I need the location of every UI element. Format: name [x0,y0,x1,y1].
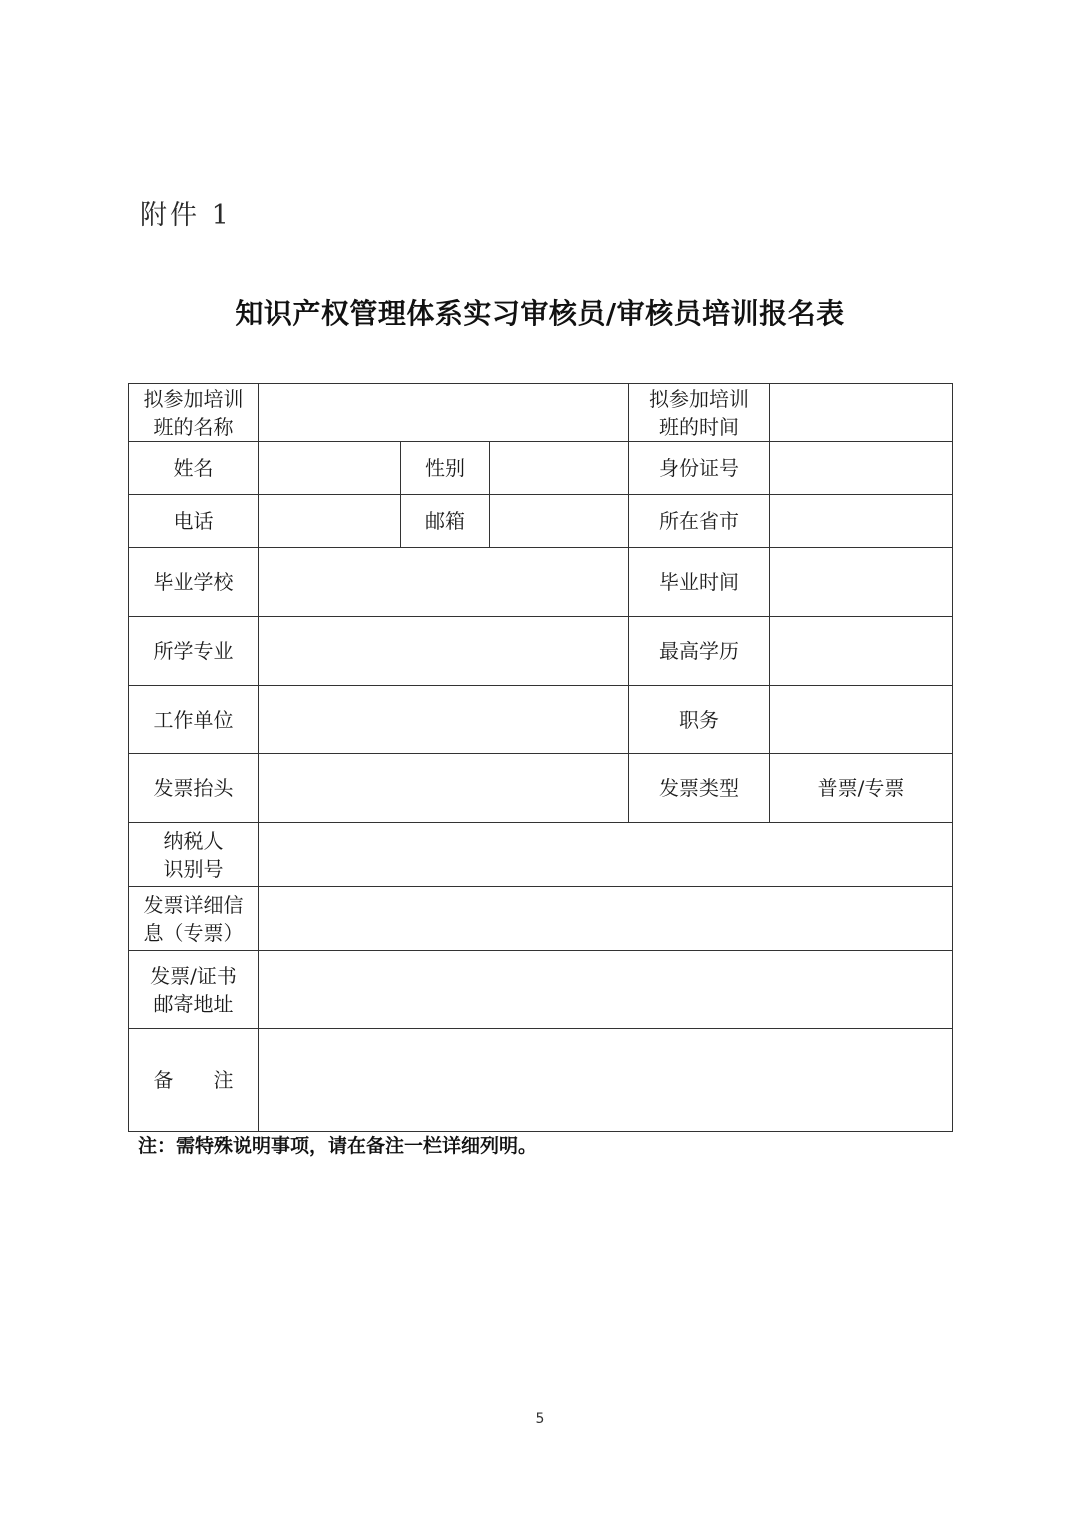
taxpayer-id-field[interactable] [259,823,953,887]
position-field[interactable] [770,686,953,754]
row-remarks [129,1029,953,1132]
footnote: 注：需特殊说明事项，请在备注一栏详细列明。 [138,1135,538,1157]
course-name-field[interactable] [259,384,629,442]
employer-field[interactable] [259,686,629,754]
mailing-address-label: 发票/证书 邮寄地址 [129,951,259,1029]
school-label: 毕业学校 [129,548,259,617]
invoice-title-field[interactable] [259,754,629,823]
province-city-label: 所在省市 [629,495,770,548]
invoice-detail-field[interactable] [259,887,953,951]
course-name-label: 拟参加培训 班的名称 [129,384,259,442]
course-time-field[interactable] [770,384,953,442]
name-field[interactable] [259,442,401,495]
remarks-field[interactable] [259,1029,953,1132]
row-school [129,548,953,617]
province-city-field[interactable] [770,495,953,548]
row-major [129,617,953,686]
row-employer [129,686,953,754]
invoice-type-value[interactable]: 普票/专票 [770,754,953,823]
degree-label: 最高学历 [629,617,770,686]
phone-label: 电话 [129,495,259,548]
remarks-label: 备 注 [129,1029,259,1132]
row-invoice-detail [129,887,953,951]
row-phone [129,495,953,548]
row-course [129,384,953,442]
email-field[interactable] [490,495,629,548]
invoice-title-label: 发票抬头 [129,754,259,823]
taxpayer-id-label: 纳税人 识别号 [129,823,259,887]
mailing-address-field[interactable] [259,951,953,1029]
invoice-type-label: 发票类型 [629,754,770,823]
id-number-field[interactable] [770,442,953,495]
school-field[interactable] [259,548,629,617]
row-mailing-address [129,951,953,1029]
grad-time-field[interactable] [770,548,953,617]
gender-field[interactable] [490,442,629,495]
major-label: 所学专业 [129,617,259,686]
grad-time-label: 毕业时间 [629,548,770,617]
attachment-label: 附件 1 [140,200,232,231]
row-taxpayer-id [129,823,953,887]
id-number-label: 身份证号 [629,442,770,495]
gender-label: 性别 [401,442,490,495]
phone-field[interactable] [259,495,401,548]
position-label: 职务 [629,686,770,754]
degree-field[interactable] [770,617,953,686]
registration-form-table [128,383,953,1132]
employer-label: 工作单位 [129,686,259,754]
page-number: 5 [535,1411,545,1427]
name-label: 姓名 [129,442,259,495]
email-label: 邮箱 [401,495,490,548]
invoice-detail-label: 发票详细信 息（专票） [129,887,259,951]
form-title: 知识产权管理体系实习审核员/审核员培训报名表 [235,297,845,330]
course-time-label: 拟参加培训 班的时间 [629,384,770,442]
row-name [129,442,953,495]
major-field[interactable] [259,617,629,686]
row-invoice-title [129,754,953,823]
